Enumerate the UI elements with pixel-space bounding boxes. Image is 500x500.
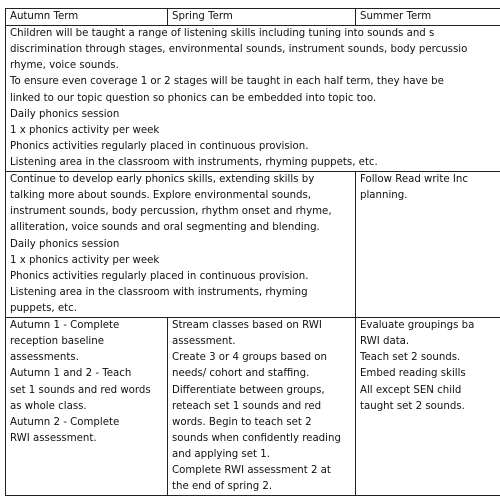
text-line: Phonics activities regularly placed in continuous provision. bbox=[10, 140, 309, 152]
summer-plan-cell bbox=[356, 318, 500, 496]
text-line: Daily phonics session bbox=[10, 238, 120, 250]
text-line: RWI assessment. bbox=[10, 432, 97, 444]
listening-skills-cell bbox=[6, 26, 500, 172]
text-line: 1 x phonics activity per week bbox=[10, 124, 160, 136]
text-line: rhyme, voice sounds. bbox=[10, 60, 119, 72]
text-line: Listening area in the classroom with instruments, rhyming puppets, etc. bbox=[10, 156, 378, 168]
text-line: Listening area in the classroom with instruments, rhyming bbox=[10, 286, 308, 298]
text-line: Evaluate groupings ba bbox=[360, 320, 475, 332]
text-line: needs/ cohort and staffing. bbox=[172, 368, 310, 380]
text-line: linked to our topic question so phonics can be embedded into topic too. bbox=[10, 92, 377, 104]
text-line: set 1 sounds and red words bbox=[10, 384, 151, 396]
text-line: Continue to develop early phonics skills, extending skills by bbox=[10, 174, 315, 186]
text-line: assessment. bbox=[172, 336, 236, 348]
text-line: taught set 2 sounds. bbox=[360, 400, 465, 412]
text-line: Create 3 or 4 groups based on bbox=[172, 352, 328, 364]
text-line: as whole class. bbox=[10, 400, 87, 412]
text-line: reception baseline bbox=[10, 336, 104, 348]
term-plans-row bbox=[6, 318, 500, 496]
header-spring-term: Spring Term bbox=[168, 9, 356, 26]
phonics-plan-table bbox=[5, 8, 500, 496]
text-line: All except SEN child bbox=[360, 384, 462, 396]
text-line: and applying set 1. bbox=[172, 448, 270, 460]
read-write-inc-cell bbox=[356, 172, 500, 318]
text-line: Differentiate between groups, bbox=[172, 384, 325, 396]
text-line: Complete RWI assessment 2 at bbox=[172, 465, 331, 477]
text-line: puppets, etc. bbox=[10, 302, 78, 314]
text-line: Autumn 2 - Complete bbox=[10, 416, 120, 428]
text-line: Teach set 2 sounds. bbox=[360, 352, 461, 364]
text-line: Autumn 1 - Complete bbox=[10, 320, 120, 332]
text-line: instrument sounds, body percussion, rhythm onset and rhyme, bbox=[10, 206, 332, 218]
listening-skills-row bbox=[6, 26, 500, 172]
text-line: Follow Read write Inc bbox=[360, 174, 468, 186]
text-line: alliteration, voice sounds and oral segmenting and blending. bbox=[10, 222, 320, 234]
text-line: talking more about sounds. Explore environmental sounds, bbox=[10, 190, 312, 202]
early-phonics-cell bbox=[6, 172, 356, 318]
text-line: assessments. bbox=[10, 352, 79, 364]
text-line: To ensure even coverage 1 or 2 stages will be taught in each half term, they have be bbox=[10, 76, 444, 88]
text-line: Embed reading skills bbox=[360, 368, 466, 380]
text-line: 1 x phonics activity per week bbox=[10, 254, 160, 266]
text-line: sounds when confidently reading bbox=[172, 432, 341, 444]
header-summer-term: Summer Term bbox=[356, 9, 500, 26]
text-line: reteach set 1 sounds and red bbox=[172, 400, 322, 412]
text-line: Stream classes based on RWI bbox=[172, 320, 322, 332]
text-line: Phonics activities regularly placed in continuous provision. bbox=[10, 270, 309, 282]
text-line: the end of spring 2. bbox=[172, 481, 273, 493]
spring-plan-cell bbox=[168, 318, 356, 496]
text-line: planning. bbox=[360, 190, 408, 202]
text-line: Daily phonics session bbox=[10, 108, 120, 120]
text-line: discrimination through stages, environmental sounds, instrument sounds, body percussio bbox=[10, 44, 468, 56]
text-line: Autumn 1 and 2 - Teach bbox=[10, 368, 132, 380]
header-row bbox=[6, 9, 500, 26]
autumn-plan-cell bbox=[6, 318, 168, 496]
header-autumn-term: Autumn Term bbox=[6, 9, 168, 26]
text-line: Children will be taught a range of listening skills including tuning into sounds and s bbox=[10, 28, 435, 40]
early-phonics-row bbox=[6, 172, 500, 318]
text-line: RWI data. bbox=[360, 336, 410, 348]
text-line: words. Begin to teach set 2 bbox=[172, 416, 312, 428]
